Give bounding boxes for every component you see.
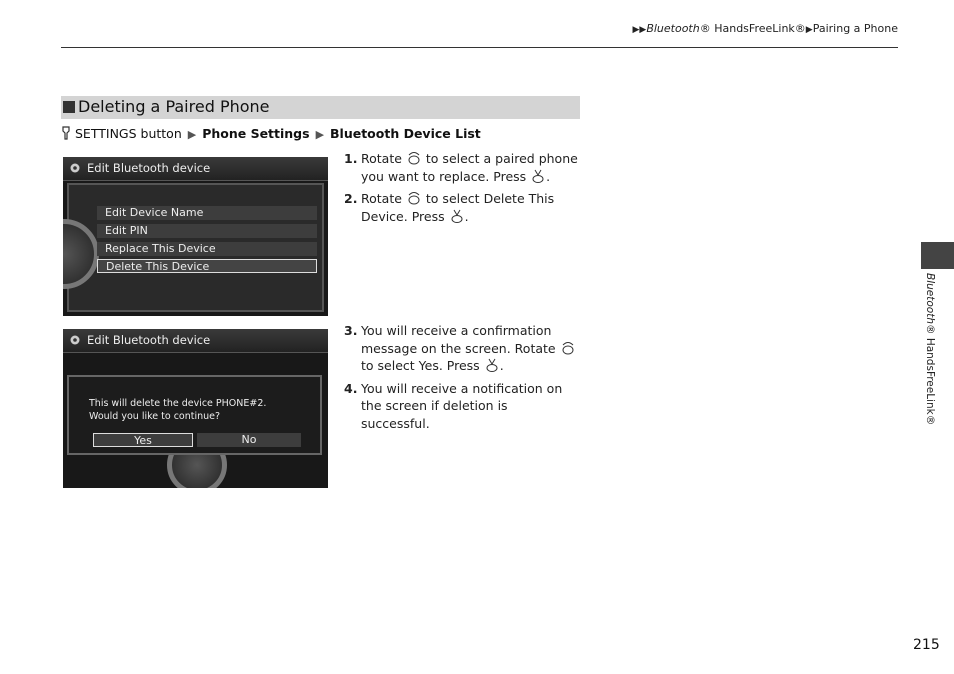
step-4: 4. You will receive a notification on the screen if deletion is successful. [344,380,563,431]
rotate-knob-icon [406,150,422,166]
steps-group-1 [344,150,580,230]
section-title: Deleting a Paired Phone [78,97,270,116]
breadcrumb [632,22,898,35]
screen-header-title: Edit Bluetooth device [87,161,211,175]
menu-item-delete[interactable]: Delete This Device [97,259,317,273]
rotate-knob-icon [406,190,422,206]
screen-delete-confirmation [63,329,328,488]
press-knob-icon [449,208,465,224]
yes-button[interactable]: Yes [93,433,193,447]
gear-icon [69,334,81,346]
chapter-tab-label: Bluetooth® HandsFreeLink® [924,273,936,426]
path-arrow-icon: ▶ [315,128,325,141]
square-bullet-icon [63,101,75,113]
gear-icon [69,162,81,174]
no-button[interactable]: No [197,433,301,447]
breadcrumb-handsfreelink: ® HandsFreeLink® [699,22,806,35]
menu-panel [67,183,324,312]
triangle-arrow-icon: ▶ [805,25,813,35]
press-knob-icon [484,357,500,373]
breadcrumb-bluetooth: Bluetooth [646,22,700,35]
menu-item-edit-name[interactable]: Edit Device Name [97,206,317,220]
screen-header-title: Edit Bluetooth device [87,333,211,347]
settings-button-label: SETTINGS button [75,126,182,141]
top-rule [61,47,898,48]
section-heading [61,96,580,119]
path-arrow-icon: ▶ [187,128,197,141]
menu-item-replace[interactable]: Replace This Device [97,242,317,256]
path-phone-settings: Phone Settings [202,126,310,141]
confirm-message: This will delete the device PHONE#2. Would you like to continue? [89,398,267,422]
screen-header [63,329,328,353]
rotate-knob-icon [560,340,576,356]
confirm-dialog [67,375,322,455]
step-3: 3. You will receive a confirmation message on the screen. Rotate to select Yes. Press . [344,322,580,375]
page-number: 215 [913,637,940,653]
home-button-icon [61,126,71,140]
path-device-list: Bluetooth Device List [330,126,481,141]
screen-edit-device-menu [63,157,328,316]
menu-item-edit-pin[interactable]: Edit PIN [97,224,317,238]
screen-header [63,157,328,181]
step-1: 1. Rotate to select a paired phone you want to replace. Press . [344,151,578,184]
dial-graphic [63,219,99,289]
chapter-tab[interactable] [921,242,954,269]
triangle-arrow-icon: ▶▶ [632,25,647,35]
step-2: 2. Rotate to select Delete This Device. Press . [344,191,555,224]
breadcrumb-pairing[interactable]: Pairing a Phone [812,22,898,35]
press-knob-icon [530,168,546,184]
steps-group-2 [344,322,580,437]
menu-path [61,126,481,141]
